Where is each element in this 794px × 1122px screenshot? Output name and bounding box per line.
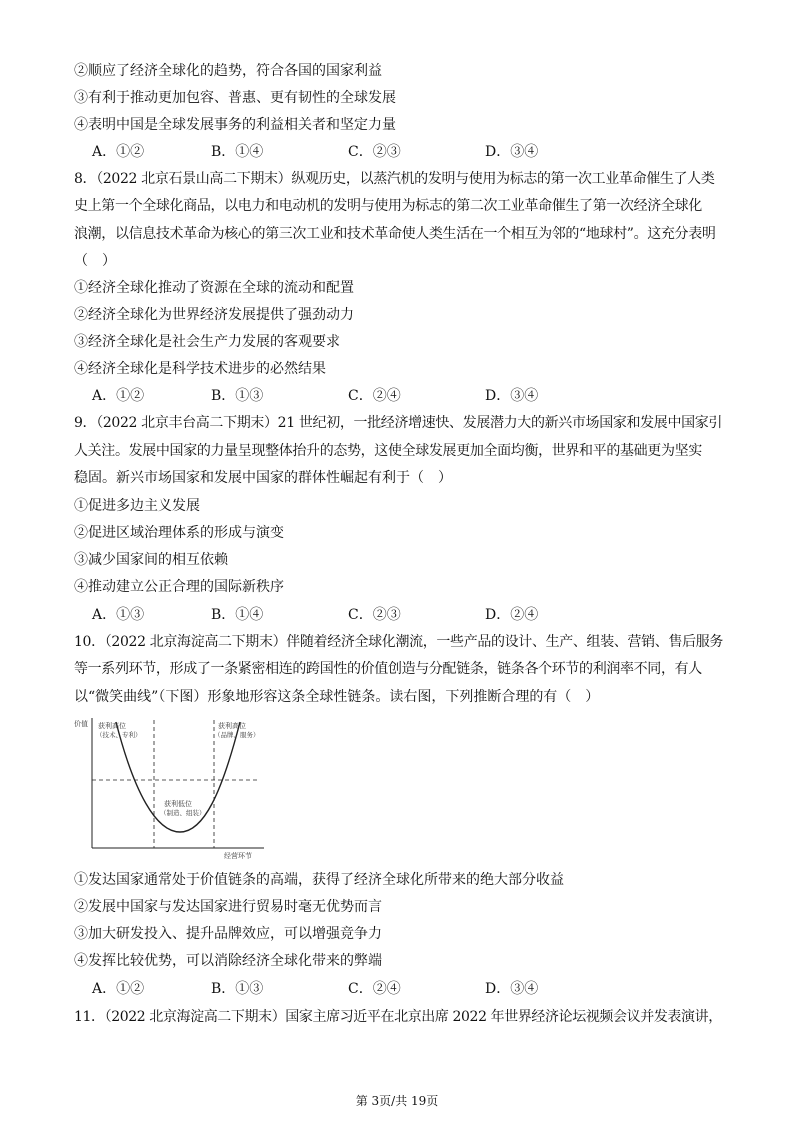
- q9-option-c: C．②③: [348, 607, 401, 623]
- q9-option-a: A．①③: [92, 607, 145, 623]
- q10-item-3: ③加大研发投入、提升品牌效应，可以增强竞争力: [74, 926, 382, 942]
- page-footer: 第 3页/共 19页: [355, 1094, 439, 1108]
- q8-option-b: B．①③: [211, 388, 264, 404]
- q9-item-1: ①促进多边主义发展: [74, 498, 200, 514]
- q8-stem-line-3: 浪潮，以信息技术革命为核心的第三次工业和技术革命使人类生活在一个相互为邻的“地球村”。这充分表明: [74, 226, 716, 242]
- q9-option-d: D．②④: [485, 607, 539, 623]
- q7-option-a: A．①②: [92, 144, 145, 160]
- right-label-detail: （品牌、服务）: [214, 731, 260, 739]
- q9-stem-line-2: 人关注。发展中国家的力量呈现整体抬升的态势，这使全球发展更加全面均衡，世界和平的基础更为坚实: [74, 443, 702, 459]
- q8-option-c: C．②④: [348, 388, 401, 404]
- q9-item-3: ③减少国家间的相互依赖: [74, 552, 228, 568]
- q8-option-a: A．①②: [92, 388, 145, 404]
- q8-item-1: ①经济全球化推动了资源在全球的流动和配置: [74, 280, 354, 296]
- q9-item-2: ②促进区域治理体系的形成与演变: [74, 525, 284, 541]
- q7-option-d: D．③④: [485, 144, 539, 160]
- q9-item-4: ④推动建立公正合理的国际新秩序: [74, 579, 284, 595]
- q10-item-1: ①发达国家通常处于价值链条的高端，获得了经济全球化所带来的绝大部分收益: [74, 872, 564, 888]
- q11-stem-line-1: 11．（2022 北京海淀高二下期末）国家主席习近平在北京出席 2022 年世界经济论坛视频会议并发表演讲，: [74, 1009, 722, 1025]
- q8-item-2: ②经济全球化为世界经济发展提供了强劲动力: [74, 307, 354, 323]
- q9-stem-line-1: 9．（2022 北京丰台高二下期末）21 世纪初，一批经济增速快、发展潜力大的新兴市场国家和发展中国家引: [74, 415, 723, 431]
- q10-option-c: C．②④: [348, 981, 401, 997]
- q10-stem-line-2: 等一系列环节，形成了一条紧密相连的跨国性的价值创造与分配链条，链条各个环节的利润率不同，有人: [74, 661, 702, 677]
- smile-curve-figure: [72, 712, 268, 860]
- q8-stem-line-4: （ ）: [74, 253, 116, 269]
- left-label-title: 获利高位: [98, 722, 126, 730]
- q8-stem-line-2: 史上第一个全球化商品，以电力和电动机的发明与使用为标志的第二次工业革命催生了第一次经济全球化: [74, 198, 702, 214]
- q10-option-a: A．①②: [92, 981, 145, 997]
- q8-item-3: ③经济全球化是社会生产力发展的客观要求: [74, 334, 340, 350]
- q10-option-b: B．①③: [211, 981, 264, 997]
- left-label-detail: （技术、专利）: [96, 731, 142, 739]
- q10-item-2: ②发展中国家与发达国家进行贸易时毫无优势而言: [74, 899, 382, 915]
- q9-option-b: B．①④: [211, 607, 264, 623]
- q10-item-4: ④发挥比较优势，可以消除经济全球化带来的弊端: [74, 953, 382, 969]
- q7-item-3: ③有利于推动更加包容、普惠、更有韧性的全球发展: [74, 90, 396, 106]
- q7-item-2: ②顺应了经济全球化的趋势，符合各国的国家利益: [74, 63, 382, 79]
- bottom-label-title: 获利低位: [164, 800, 192, 808]
- x-axis-label: 经营环节: [224, 852, 252, 860]
- bottom-label-detail: （制造、组装）: [160, 809, 206, 817]
- q8-option-d: D．③④: [485, 388, 539, 404]
- q7-option-b: B．①④: [211, 144, 264, 160]
- q10-stem-line-1: 10．（2022 北京海淀高二下期末）伴随着经济全球化潮流，一些产品的设计、生产、组装、营销、售后服务: [74, 634, 724, 650]
- q7-item-4: ④表明中国是全球发展事务的利益相关者和坚定力量: [74, 117, 396, 133]
- right-label-title: 获利高位: [218, 722, 246, 730]
- q7-option-c: C．②③: [348, 144, 401, 160]
- q9-stem-line-3: 稳固。新兴市场国家和发展中国家的群体性崛起有利于（ ）: [74, 470, 452, 486]
- q8-item-4: ④经济全球化是科学技术进步的必然结果: [74, 361, 326, 377]
- q10-stem-line-3: 以“微笑曲线”（下图）形象地形容这条全球性链条。读右图，下列推断合理的有（ ）: [74, 689, 600, 705]
- q8-stem-line-1: 8．（2022 北京石景山高二下期末）纵观历史，以蒸汽机的发明与使用为标志的第一次工业革命催生了人类: [74, 171, 715, 187]
- q10-option-d: D．③④: [485, 981, 539, 997]
- y-axis-label: 价值: [74, 720, 88, 728]
